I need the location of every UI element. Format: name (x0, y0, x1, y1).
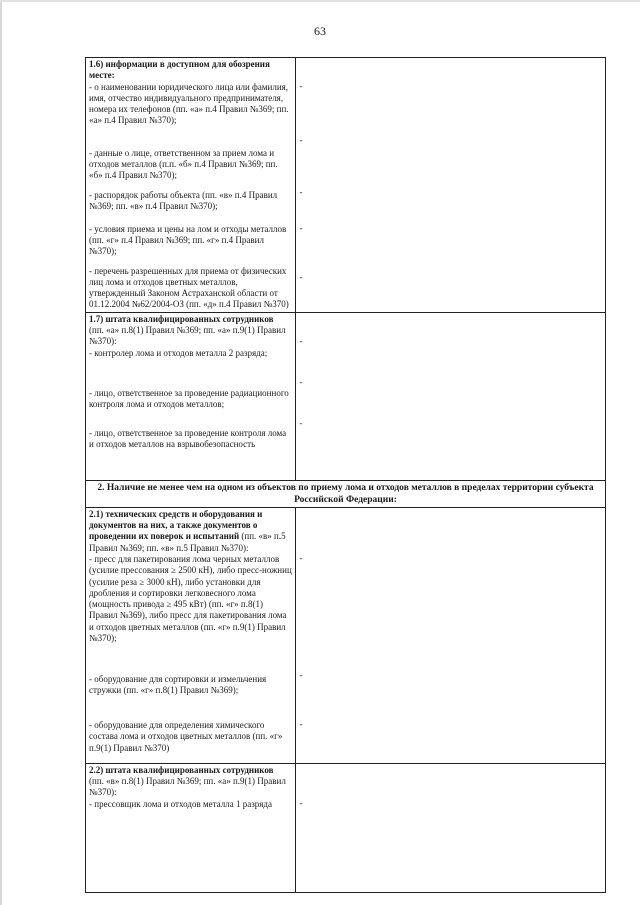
row-2-2-label (86, 763, 296, 892)
row-2-1-label (86, 507, 296, 763)
row-2-1-item-2: - оборудование для сортировки и измельчения стружки (пп. «г» п.8(1) Правил №369); (89, 673, 267, 696)
section-2-header: 2. Наличие не менее чем на одном из объектов по приему лома и отходов металлов в пределах территории субъекта Российской Федерации: (86, 480, 606, 507)
row-1-6-mark-3: - (299, 186, 303, 197)
row-1-7-label (86, 312, 296, 480)
row-2-1-mark-2: - (299, 670, 303, 681)
row-2-2-value (296, 763, 606, 892)
row-2-1-heading-rest: (пп. «в» п.5 Правил №369; пп. «в» п.5 Правил №370): (89, 531, 286, 553)
row-2-2 (86, 763, 606, 892)
row-1-7-item-3: - лицо, ответственное за проведение контроля лома и отходов металлов на взрывобезопасность (89, 427, 287, 449)
row-1-7-heading: 1.7) штата квалифицированных сотрудников (89, 313, 274, 324)
row-1-6-item-5: - перечень разрешенных для приема от физических лиц лома и отходов цветных металлов, утвержденный Законом Астраханской области от 01.12.2004 №62/2004-ОЗ (пп. «д» п.4 Правил №370) (89, 265, 289, 310)
row-1-7-mark-3: - (299, 418, 303, 429)
row-2-2-heading-rest: (пп. «в» п.8(1) Правил №369; пп. «а» п.9(1) Правил №370): (89, 776, 286, 798)
row-1-7-mark-1: - (299, 335, 303, 346)
row-2-1-item-3: - оборудование для определения химического состава лома и отходов цветных металлов (пп. «г» п.9(1) Правил №370) (89, 719, 283, 753)
row-2-2-mark-1: - (299, 797, 303, 808)
row-1-6-item-1: - о наименовании юридического лица или фамилия, имя, отчество индивидуального предпринимателя, номера их телефонов (пп. «а» п.4 Правил №369; пп. «а» п.4 Правил №370); (89, 81, 289, 126)
row-1-6-label (86, 58, 296, 313)
row-1-6-item-3: - распорядок работы объекта (пп. «в» п.4 Правил №369; пп. «в» п.4 Правил №370); (89, 189, 278, 211)
row-2-1-mark-3: - (299, 719, 303, 730)
scan-edge-top (0, 0, 640, 2)
row-1-7-item-2: - лицо, ответственное за проведение радиационного контроля лома и отходов металлов; (89, 387, 289, 409)
row-1-6-heading: 1.6) информации в доступном для обозрения месте: (89, 59, 270, 81)
row-1-7-heading-rest: (пп. «а» п.8(1) Правил №369; пп. «а» п.9(1) Правил №370): (89, 325, 286, 347)
row-2-1-mark-1: - (299, 552, 303, 563)
row-1-6-item-2: - данные о лице, ответственном за прием лома и отходов металлов (п.п. «б» п.4 Правил №369; пп. «б» п.4 Правил №370); (89, 147, 278, 181)
row-2-2-heading: 2.2) штата квалифицированных сотрудников (89, 764, 274, 775)
row-2-1-value (296, 507, 606, 763)
row-1-6-mark-4: - (299, 222, 303, 233)
row-1-6-mark-2: - (299, 135, 303, 146)
row-1-7-item-1: - контролер лома и отходов металла 2 разряда; (89, 347, 268, 358)
page-number: 63 (314, 24, 326, 38)
row-1-6-mark-5: - (299, 272, 303, 283)
scan-edge (0, 0, 2, 905)
row-1-7-mark-2: - (299, 377, 303, 388)
row-1-7 (86, 312, 606, 480)
row-1-6-item-4: - условия приема и цены на лом и отходы металлов (пп. «г» п.4 Правил №369; пп. «г» п.4 Правил №370); (89, 223, 287, 257)
row-1-7-value (296, 312, 606, 480)
row-1-6-value (296, 58, 606, 313)
row-2-2-item-1: - прессовщик лома и отходов металла 1 разряда (89, 798, 272, 809)
row-1-6-mark-1: - (299, 81, 303, 91)
row-2-1 (86, 507, 606, 763)
row-2-1-heading: 2.1) технических средств и оборудования и документов на них, а также документов о проведении их поверок и испытаний (89, 508, 263, 542)
section-2-header-row (86, 480, 606, 507)
row-1-6 (86, 58, 606, 313)
row-2-1-item-1: - пресс для пакетирования лома черных металлов (усилие прессования ≥ 2500 кН), либо пресс-ножниц (усилие реза ≥ 3000 кН), либо установки для дробления и сортировки легковесного лома (мощность привода ≥ 495 кВт) (пп. «г» п.8(1) Правил №369), либо пресс для пакетирования лома и отходов цветных металлов (пп. «г» п.9(1) Правил №370); (89, 553, 292, 644)
checklist-table (85, 57, 606, 893)
